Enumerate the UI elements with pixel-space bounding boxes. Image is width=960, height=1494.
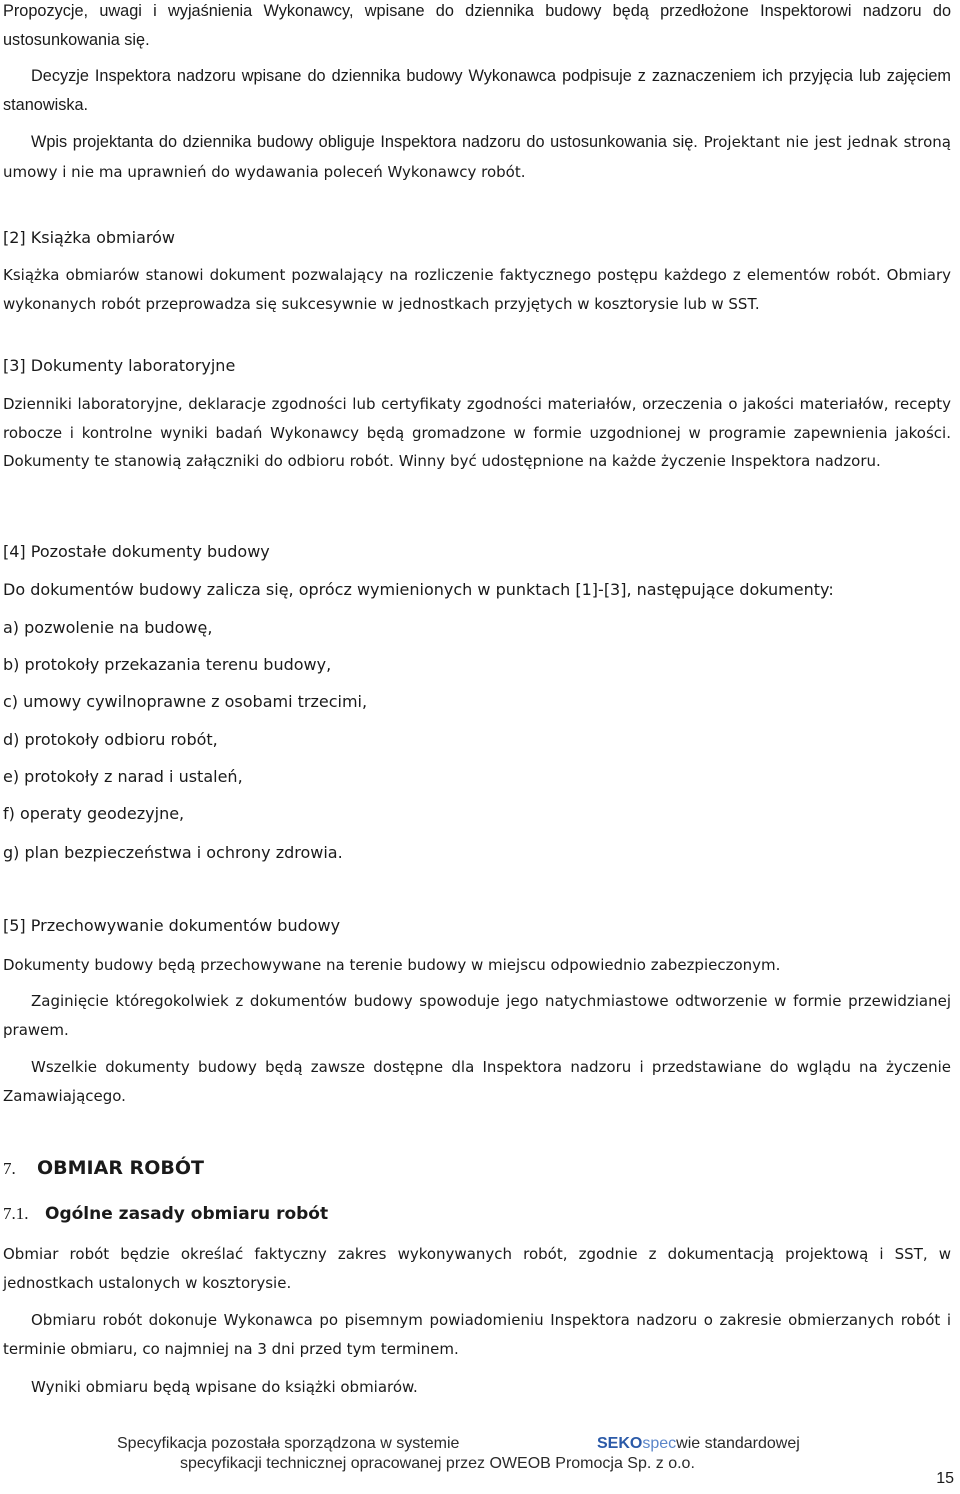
section-3-heading: [3] Dokumenty laboratoryjne xyxy=(3,356,236,375)
subchapter-title: Ogólne zasady obmiaru robót xyxy=(45,1204,329,1224)
designer-entry-sentence-1: Wpis projektanta do dziennika budowy obliguje Inspektora nadzoru do ustosunkowania się. xyxy=(31,133,698,151)
footer-line-1-suffix: wie standardowej xyxy=(676,1435,800,1452)
section-3-body: Dzienniki laboratoryjne, deklaracje zgodności lub certyfikaty zgodności materiałów, orzeczenia o jakości materiałów, recepty robocze i kontrolne wyniki badań Wykonawcy będą gromadzone w formie uzgodnionej w programie zapewnienia jakości. Dokumenty te stanowią załączniki do odbioru robót. Winny być udostępnione na każde życzenie Inspektora nadzoru. xyxy=(3,395,951,470)
section-5-paragraph-2: Zaginięcie któregokolwiek z dokumentów budowy spowoduje jego natychmiastowe odtworzenie w formie przewidzianej prawem. xyxy=(3,992,951,1039)
brand-spec: spec xyxy=(642,1435,677,1452)
list-item: b) protokoły przekazania terenu budowy, xyxy=(3,655,332,674)
subchapter-heading xyxy=(3,1204,328,1224)
designer-entry-sentence-2: Projektant nie jest jednak stroną umowy i nie ma uprawnień do wydawania poleceń Wykonawcy robót. xyxy=(3,133,951,181)
list-item: e) protokoły z narad i ustaleń, xyxy=(3,767,243,786)
chapter-title: OBMIAR ROBÓT xyxy=(37,1157,204,1179)
section-5-paragraph-1: Dokumenty budowy będą przechowywane na terenie budowy w miejscu odpowiednio zabezpieczonym. xyxy=(3,956,781,974)
list-item: a) pozwolenie na budowę, xyxy=(3,618,213,637)
paragraph-decisions: Decyzje Inspektora nadzoru wpisane do dziennika budowy Wykonawca podpisuje z zaznaczeniem ich przyjęcia lub zajęciem stanowiska. xyxy=(3,67,951,114)
section-2-body: Książka obmiarów stanowi dokument pozwalający na rozliczenie faktycznego postępu każdego z elementów robót. Obmiary wykonanych robót przeprowadza się sukcesywnie w jednostkach przyjętych w kosztorysie lub w SST. xyxy=(3,266,951,313)
paragraph-proposals: Propozycje, uwagi i wyjaśnienia Wykonawcy, wpisane do dziennika budowy będą przedłożone Inspektorowi nadzoru do ustosunkowania się. xyxy=(3,2,951,49)
subchapter-number: 7.1. xyxy=(3,1204,29,1223)
section-5-heading: [5] Przechowywanie dokumentów budowy xyxy=(3,916,341,935)
list-item: f) operaty geodezyjne, xyxy=(3,804,185,823)
list-item: g) plan bezpieczeństwa i ochrony zdrowia. xyxy=(3,843,343,862)
section-7-paragraph-1: Obmiar robót będzie określać faktyczny zakres wykonywanych robót, zgodnie z dokumentacją projektową i SST, w jednostkach ustalonych w kosztorysie. xyxy=(3,1245,951,1292)
chapter-heading xyxy=(3,1157,204,1179)
section-4-heading: [4] Pozostałe dokumenty budowy xyxy=(3,542,270,561)
paragraph-designer-entry xyxy=(3,128,951,187)
footer-line-2-text: specyfikacji technicznej opracowanej przez OWEOB Promocja Sp. z o.o. xyxy=(180,1455,695,1472)
footer-line-1-text: Specyfikacja pozostała sporządzona w systemie xyxy=(117,1435,460,1452)
section-7-paragraph-3: Wyniki obmiaru będą wpisane do książki obmiarów. xyxy=(31,1378,418,1396)
list-item: c) umowy cywilnoprawne z osobami trzecimi, xyxy=(3,692,368,711)
section-4-intro: Do dokumentów budowy zalicza się, oprócz wymienionych w punktach [1]-[3], następujące dokumenty: xyxy=(3,580,834,599)
section-7-paragraph-2: Obmiaru robót dokonuje Wykonawca po pisemnym powiadomieniu Inspektora nadzoru o zakresie obmierzanych robót i terminie obmiaru, co najmniej na 3 dni przed tym terminem. xyxy=(3,1311,951,1358)
section-5-paragraph-3: Wszelkie dokumenty budowy będą zawsze dostępne dla Inspektora nadzoru i przedstawiane do wglądu na życzenie Zamawiającego. xyxy=(3,1058,951,1105)
page-number: 15 xyxy=(936,1470,954,1487)
section-2-heading: [2] Książka obmiarów xyxy=(3,228,175,247)
brand-seko: SEKO xyxy=(597,1435,643,1452)
list-item: d) protokoły odbioru robót, xyxy=(3,730,218,749)
chapter-number: 7. xyxy=(3,1159,16,1178)
